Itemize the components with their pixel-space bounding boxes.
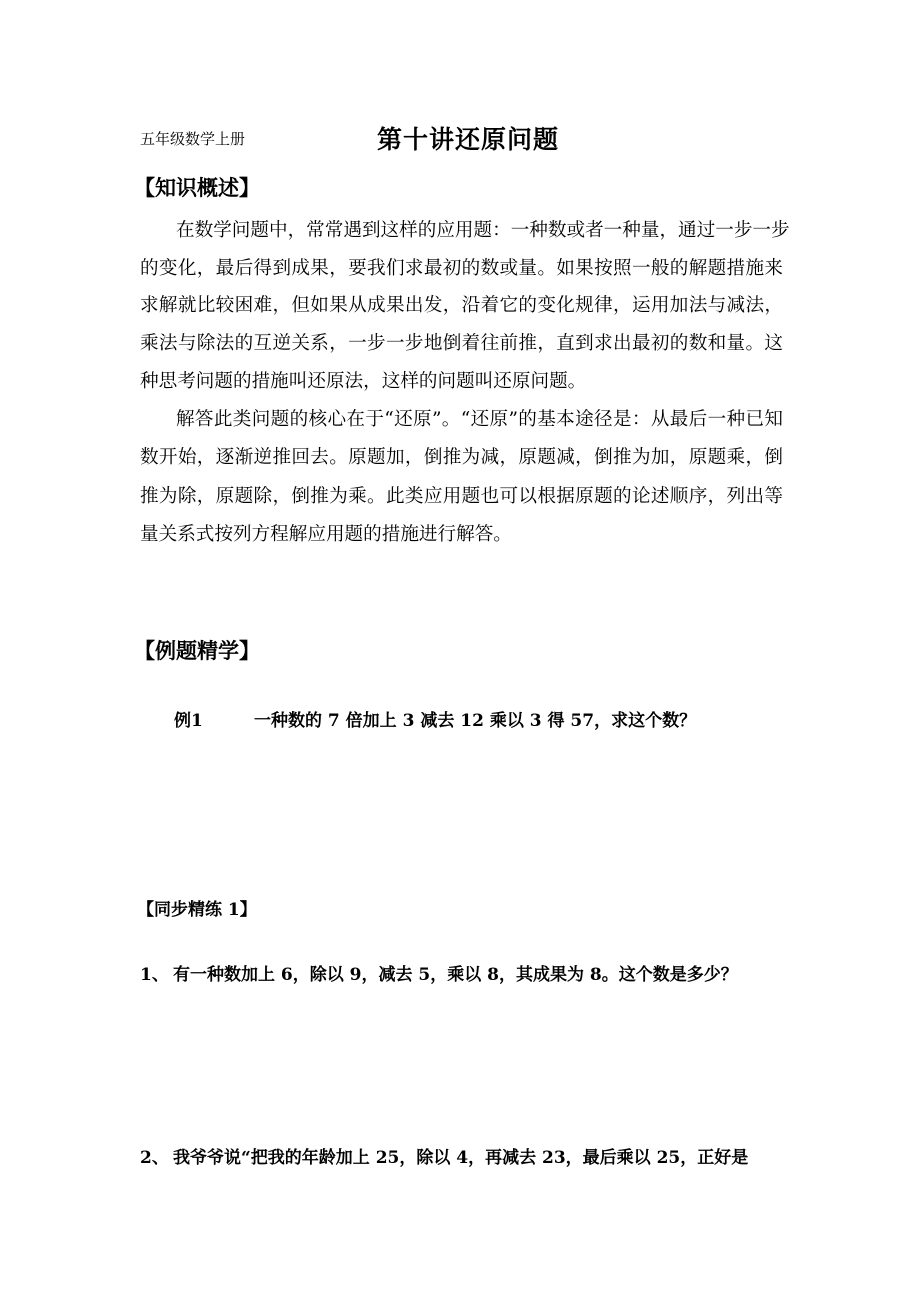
example-text: 一种数的 7 倍加上 3 减去 12 乘以 3 得 57，求这个数？ xyxy=(254,711,697,731)
subject-label: 五年级数学上册 xyxy=(140,130,246,148)
overview-heading: 【知识概述】 xyxy=(134,175,260,200)
page-title: 第十讲还原问题 xyxy=(377,125,560,154)
practice-heading: 【同步精练 1】 xyxy=(137,900,257,920)
example-label: 例1 xyxy=(174,711,203,731)
paragraph-line: 在数学问题中，常常遇到这样的应用题：一种数或者一种量，通过一步一步 xyxy=(176,220,790,241)
question-text: 有一种数加上 6，除以 9，减去 5，乘以 8，其成果为 8。这个数是多少？ xyxy=(173,965,738,985)
paragraph-line: 求解就比较困难，但如果从成果出发，沿着它的变化规律，运用加法与减法， xyxy=(140,295,783,316)
paragraph-line: 种思考问题的措施叫还原法，这样的问题叫还原问题。 xyxy=(140,371,587,392)
paragraph-line: 解答此类问题的核心在于“还原”。“还原”的基本途径是：从最后一种已知 xyxy=(176,409,783,430)
paragraph-line: 数开始，逐渐逆推回去。原题加，倒推为减，原题减，倒推为加，原题乘，倒 xyxy=(140,447,783,468)
examples-heading: 【例题精学】 xyxy=(134,638,260,663)
question-number: 1、 xyxy=(140,965,169,985)
paragraph-line: 推为除，原题除，倒推为乘。此类应用题也可以根据原题的论述顺序，列出等 xyxy=(140,486,783,507)
question-number: 2、 xyxy=(140,1148,169,1168)
question-text: 我爷爷说“把我的年龄加上 25，除以 4，再减去 23，最后乘以 25，正好是 xyxy=(173,1148,749,1168)
paragraph-line: 乘法与除法的互逆关系，一步一步地倒着往前推，直到求出最初的数和量。这 xyxy=(140,333,783,354)
paragraph-line: 量关系式按列方程解应用题的措施进行解答。 xyxy=(140,524,512,545)
paragraph-line: 的变化，最后得到成果，要我们求最初的数或量。如果按照一般的解题措施来 xyxy=(140,258,783,279)
